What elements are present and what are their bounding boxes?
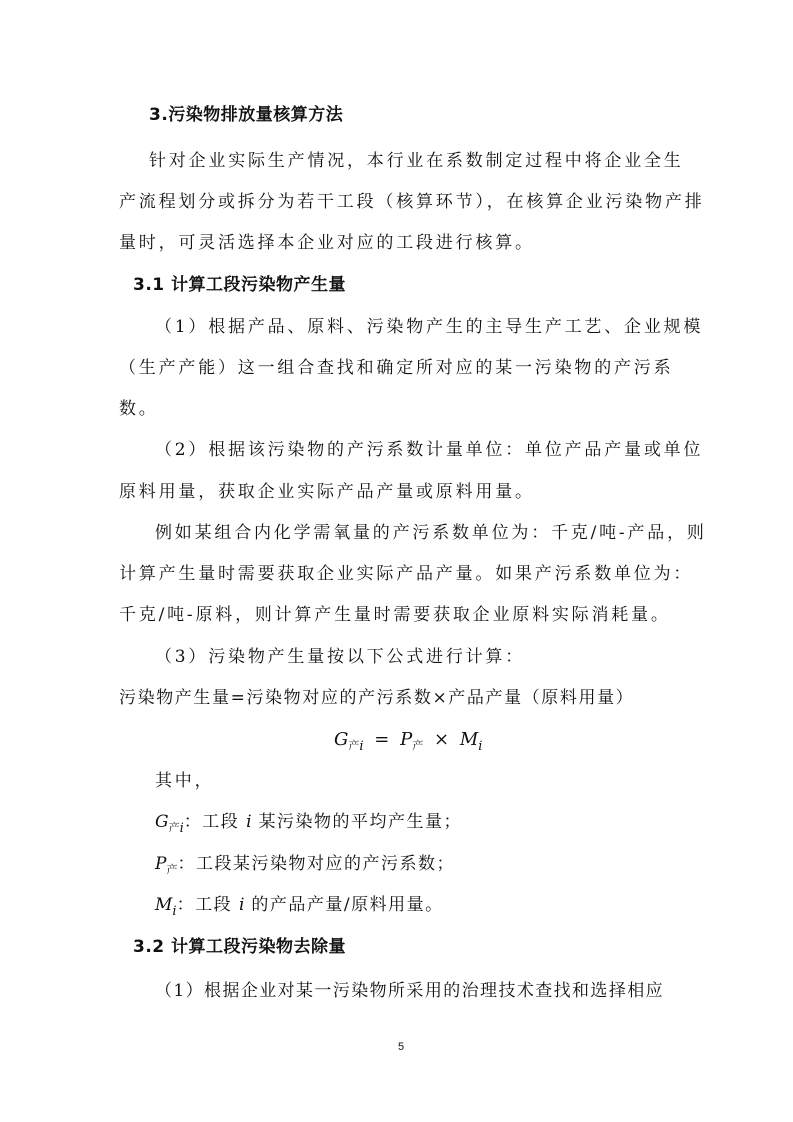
definition-m-text: ：工段 [176, 895, 233, 915]
example-line-3: 千克/吨-原料，则计算产生量时需要获取企业原料实际消耗量。 [119, 605, 671, 625]
section-3-paragraph-line-2: 产流程划分或拆分为若干工段（核算环节），在核算企业污染物产排 [119, 192, 705, 212]
definition-m [155, 893, 444, 924]
formula-m-symbol: M [459, 729, 479, 750]
definition-m-i: i [239, 895, 245, 915]
formula-p-subscript-chan: 产 [412, 739, 424, 752]
item-1-line-2: （生产产能）这一组合查找和确定所对应的某一污染物的产污系 [119, 358, 674, 378]
definition-g-subscript-i: i [179, 821, 184, 836]
section-3-paragraph-line-1: 针对企业实际生产情况，本行业在系数制定过程中将企业全生 [149, 151, 684, 171]
definition-g-subscript-chan: 产 [168, 821, 180, 834]
definition-g-symbol: G [155, 812, 169, 832]
example-line-2: 计算产生量时需要获取企业实际产品产量。如果产污系数单位为： [119, 564, 694, 584]
definition-g [155, 810, 462, 841]
section-3-heading: 3.污染物排放量核算方法 [149, 105, 344, 125]
item-1-line-3: 数。 [119, 399, 159, 419]
definition-p [155, 852, 455, 882]
section-3-2-heading: 3.2 计算工段污染物去除量 [133, 937, 347, 957]
item-2-line-1: （2）根据该污染物的产污系数计量单位：单位产品产量或单位 [155, 440, 704, 460]
item-3-line: （3）污染物产生量按以下公式进行计算： [155, 647, 526, 667]
definition-m-rest: 的产品产量/原料用量。 [251, 895, 444, 915]
definition-p-subscript-chan: 产 [166, 863, 178, 876]
formula-times: × [433, 729, 450, 750]
item-2-line-2: 原料用量，获取企业实际产品产量或原料用量。 [119, 482, 535, 502]
where-label: 其中， [155, 771, 215, 791]
section-3-2-item-1-line: （1）根据企业对某一污染物所采用的治理技术查找和选择相应 [155, 981, 665, 1001]
formula-p-symbol: P [400, 729, 413, 750]
formula-equals: = [374, 729, 390, 750]
example-line-1: 例如某组合内化学需氧量的产污系数单位为：千克/吨-产品，则 [155, 523, 707, 543]
formula-text-line: 污染物产生量=污染物对应的产污系数×产品产量（原料用量） [119, 688, 635, 708]
formula-g-symbol: G [334, 729, 349, 750]
formula-equation [334, 727, 482, 760]
definition-m-symbol: M [155, 895, 173, 915]
definition-g-i: i [246, 812, 252, 832]
page-number: 5 [398, 1041, 405, 1053]
definition-g-rest: 某污染物的平均产生量； [258, 812, 463, 832]
definition-g-text: ：工段 [183, 812, 240, 832]
formula-m-subscript-i: i [478, 739, 483, 754]
section-3-paragraph-line-3: 量时，可灵活选择本企业对应的工段进行核算。 [119, 233, 535, 253]
definition-p-text: ：工段某污染物对应的产污系数； [177, 854, 455, 874]
formula-g-subscript-i: i [359, 739, 364, 754]
item-1-line-1: （1）根据产品、原料、污染物产生的主导生产工艺、企业规模 [155, 317, 704, 337]
formula-g-subscript-chan: 产 [348, 739, 360, 752]
section-3-1-heading: 3.1 计算工段污染物产生量 [133, 275, 347, 295]
definition-m-subscript-i: i [172, 904, 177, 919]
definition-p-symbol: P [155, 854, 167, 874]
